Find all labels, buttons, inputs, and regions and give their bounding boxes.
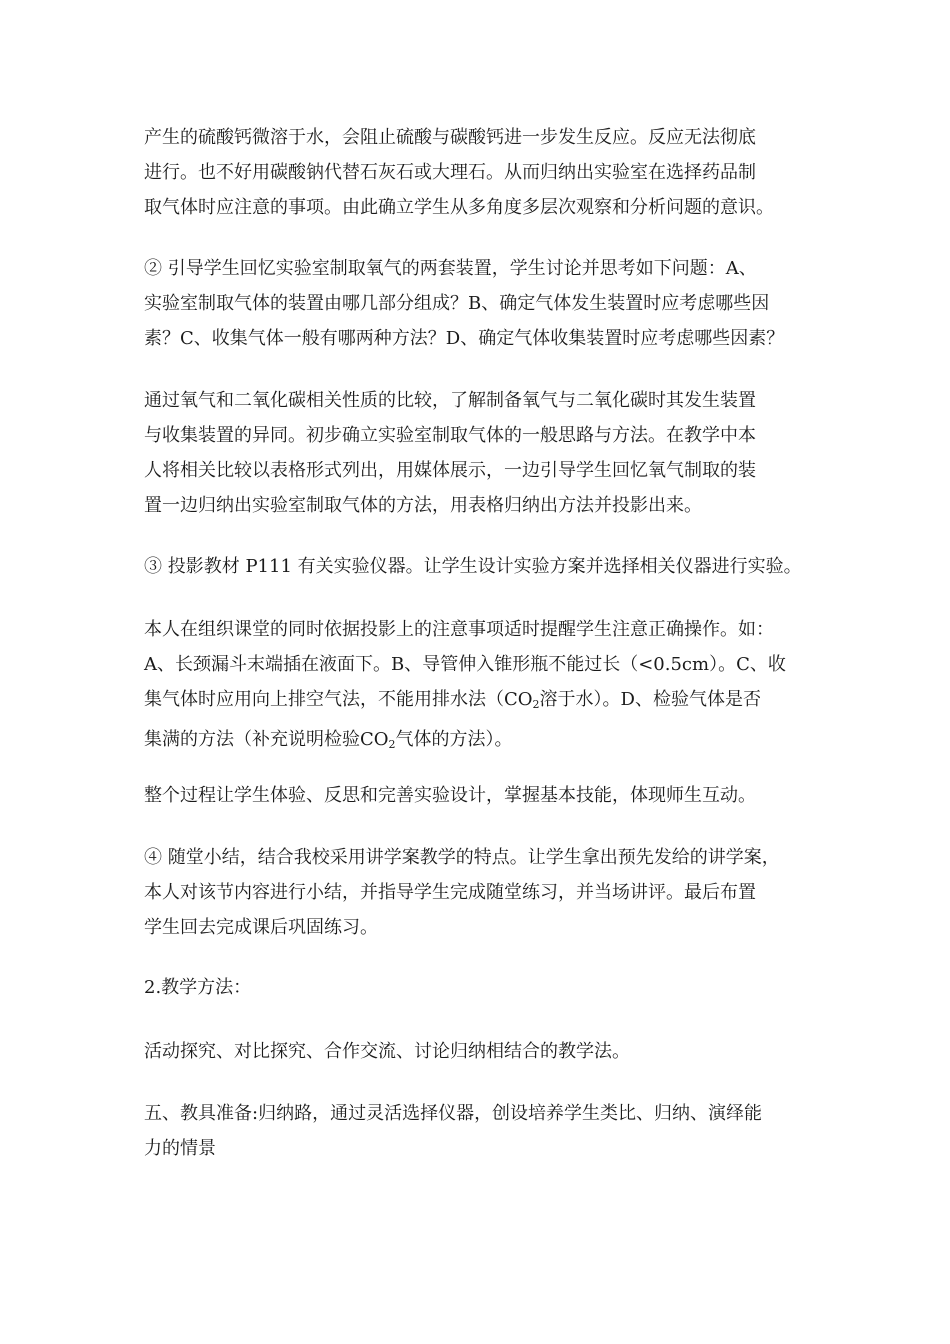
- text-line: 本人对该节内容进行小结，并指导学生完成随堂练习，并当场讲评。最后布置: [144, 882, 756, 903]
- paragraph-process-summary: [144, 778, 834, 813]
- text-line: 本人在组织课堂的同时依据投影上的注意事项适时提醒学生注意正确操作。如：: [144, 619, 774, 640]
- text-line: 置一边归纳出实验室制取气体的方法，用表格归纳出方法并投影出来。: [144, 495, 702, 516]
- text-line: 整个过程让学生体验、反思和完善实验设计，掌握基本技能，体现师生互动。: [144, 785, 756, 806]
- paragraph-step-4: [144, 840, 834, 945]
- text-line: ② 引导学生回忆实验室制取氧气的两套装置，学生讨论并思考如下问题：A、: [144, 258, 757, 279]
- text-segment: 气体的方法）。: [395, 729, 513, 750]
- paragraph-step-3: [144, 549, 834, 584]
- text-line: 素？C、收集气体一般有哪两种方法？D、确定气体收集装置时应考虑哪些因素？: [144, 328, 785, 349]
- text-segment: 集满的方法（补充说明检验CO: [144, 729, 389, 750]
- text-line: 人将相关比较以表格形式列出，用媒体展示，一边引导学生回忆氧气制取的装: [144, 460, 756, 481]
- paragraph-step-2: [144, 251, 834, 356]
- text-line: 产生的硫酸钙微溶于水，会阻止硫酸与碳酸钙进一步发生反应。反应无法彻底: [144, 127, 756, 148]
- section-heading-teaching-method: [144, 970, 834, 1005]
- text-line: [144, 722, 834, 762]
- paragraph-teaching-method: [144, 1034, 834, 1069]
- text-line: ③ 投影教材 P111 有关实验仪器。让学生设计实验方案并选择相关仪器进行实验。: [144, 556, 802, 577]
- text-line: [144, 682, 834, 722]
- text-line: 与收集装置的异同。初步确立实验室制取气体的一般思路与方法。在教学中本: [144, 425, 756, 446]
- paragraph-reaction-note: [144, 120, 834, 225]
- text-line: 进行。也不好用碳酸钠代替石灰石或大理石。从而归纳出实验室在选择药品制: [144, 162, 756, 183]
- text-line: ④ 随堂小结，结合我校采用讲学案教学的特点。让学生拿出预先发给的讲学案，: [144, 847, 780, 868]
- text-line: 2.教学方法：: [144, 977, 252, 998]
- paragraph-teaching-aids: [144, 1096, 834, 1166]
- text-line: A、长颈漏斗末端插在液面下。B、导管伸入锥形瓶不能过长（<0.5cm）。C、收: [144, 654, 786, 675]
- text-line: 活动探究、对比探究、合作交流、讨论归纳相结合的教学法。: [144, 1041, 630, 1062]
- text-line: 通过氧气和二氧化碳相关性质的比较，了解制备氧气与二氧化碳时其发生装置: [144, 390, 756, 411]
- text-segment: 溶于水）。D、检验气体是否: [539, 689, 761, 710]
- text-line: 学生回去完成课后巩固练习。: [144, 917, 378, 938]
- text-line: 力的情景: [144, 1138, 216, 1159]
- subscript: 2: [388, 738, 396, 751]
- text-segment: 集气体时应用向上排空气法，不能用排水法（CO: [144, 689, 533, 710]
- text-line: 五、教具准备:归纳路，通过灵活选择仪器，创设培养学生类比、归纳、演绎能: [144, 1103, 763, 1124]
- paragraph-comparison: [144, 383, 834, 523]
- text-line: 实验室制取气体的装置由哪几部分组成？B、确定气体发生装置时应考虑哪些因: [144, 293, 770, 314]
- text-line: 取气体时应注意的事项。由此确立学生从多角度多层次观察和分析问题的意识。: [144, 197, 774, 218]
- subscript: 2: [532, 698, 540, 711]
- paragraph-operation-notes: [144, 612, 834, 762]
